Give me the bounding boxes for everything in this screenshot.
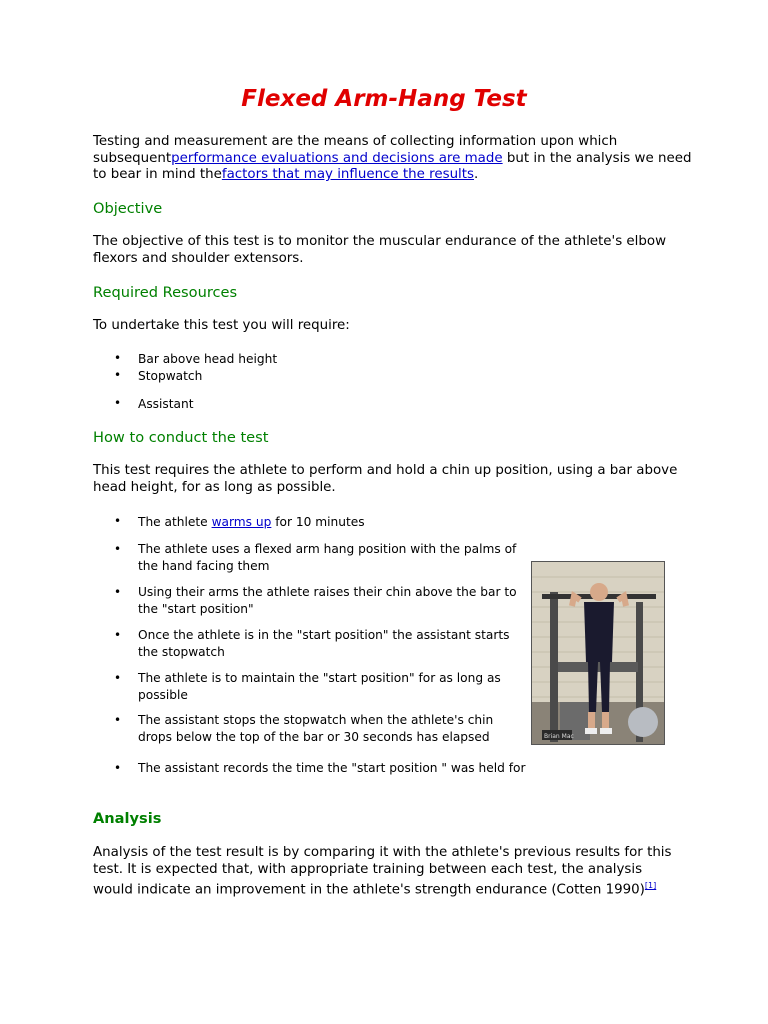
factors-influence-link[interactable]: factors that may influence the results (221, 167, 475, 182)
conduct-intro: This test requires the athlete to perform and hold a chin up position, using a bar above head height, for as long as possible. (93, 463, 678, 495)
athlete-illustration (532, 562, 664, 744)
performance-evaluations-link[interactable]: performance evaluations and decisions are made (171, 150, 503, 166)
resource-item: Bar above head height (138, 352, 278, 366)
bullet-dot: • (114, 628, 122, 642)
intro-text-2: but in the analysis we need to bear in mind the (93, 150, 692, 182)
page-title: Flexed Arm-Hang Test (241, 86, 527, 112)
bullet-dot: • (114, 671, 122, 685)
bullet-dot: • (114, 542, 122, 556)
intro-text-3: . (474, 167, 479, 182)
intro-text-1: Testing and measurement are the means of collecting information upon which subsequent (93, 134, 618, 166)
bullet-dot: • (114, 368, 122, 382)
photo-caption: Brian Mac (544, 733, 574, 740)
conduct-step: The athlete is to maintain the "start position" for as long as possible (138, 671, 501, 702)
resource-item: Stopwatch (138, 369, 203, 383)
conduct-step: Once the athlete is in the "start position" the assistant starts the stopwatch (138, 628, 510, 659)
objective-text: The objective of this test is to monitor the muscular endurance of the athlete's elbow flexors and shoulder extensors. (93, 234, 667, 266)
conduct-step: The assistant records the time the "start position " was held for (138, 761, 526, 775)
resources-intro: To undertake this test you will require: (93, 318, 350, 333)
reference-link[interactable]: [1] (644, 881, 657, 890)
bullet-dot: • (114, 713, 122, 727)
bullet-dot: • (114, 351, 122, 365)
resources-heading: Required Resources (93, 284, 238, 301)
analysis-heading: Analysis (93, 810, 162, 827)
bullet-dot: • (114, 514, 122, 528)
step-text: The athlete (138, 515, 212, 529)
athlete-photo (531, 561, 665, 745)
analysis-text (93, 845, 683, 899)
warms-up-link[interactable]: warms up (211, 515, 272, 529)
conduct-step: The athlete uses a flexed arm hang position with the palms of the hand facing them (138, 542, 517, 573)
intro-paragraph (93, 134, 693, 184)
step-text: for 10 minutes (271, 515, 365, 529)
bullet-dot: • (114, 396, 122, 410)
bullet-dot: • (114, 761, 122, 775)
conduct-heading: How to conduct the test (93, 429, 269, 446)
conduct-step: Using their arms the athlete raises their chin above the bar to the "start position" (138, 585, 517, 616)
resource-item: Assistant (138, 397, 194, 411)
objective-heading: Objective (93, 200, 163, 217)
conduct-step (138, 514, 528, 531)
conduct-step: The assistant stops the stopwatch when the athlete's chin drops below the top of the bar or 30 seconds has elapsed (138, 713, 494, 744)
bullet-dot: • (114, 585, 122, 599)
analysis-body: Analysis of the test result is by comparing it with the athlete's previous results for this test. It is expected that, with appropriate training between each test, the analysis would indicate an improvement in the athlete's strength endurance (Cotten 1990) (93, 845, 672, 898)
